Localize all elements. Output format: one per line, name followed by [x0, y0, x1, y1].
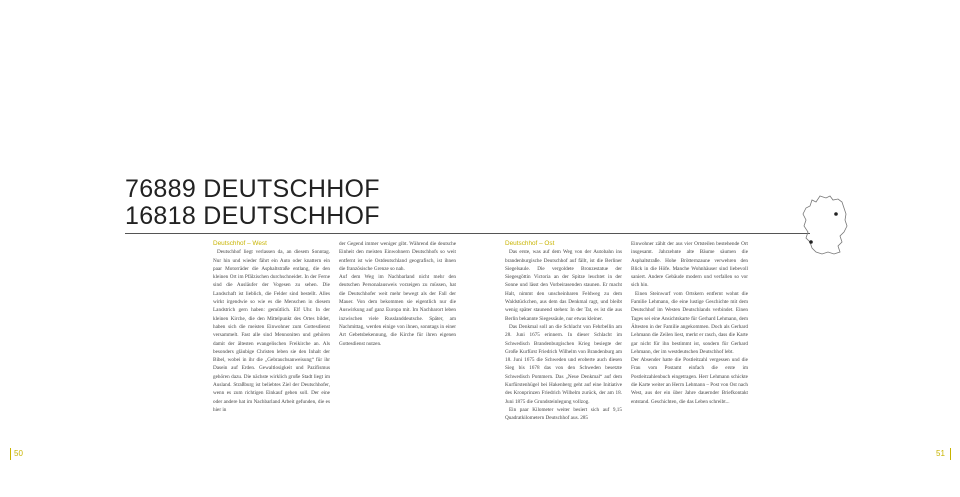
page-number-bar-right — [950, 448, 951, 460]
paragraph: Einwohner zählt der aus vier Ortsteilen bestehende Ort insgesamt. Jahrzehnte alte Bäume säumen die Asphaltstraße. Hohe Brötternzaune verwehren den Blick in die Höfe. Manche Wohnhäuser sind liebevoll saniert. Andere Gebäude modern und verfallen so vor sich hin. — [631, 241, 748, 289]
paragraph: der Gegend immer weniger gibt. Während die deutsche Einheit den meisten Einwohnern Deutschhofs so weit entfernt ist wie Ostdeutschland geografisch, ist ihnen die französische Grenze so nah. — [339, 241, 456, 272]
germany-locator-map-icon — [800, 194, 850, 256]
paragraph: Deutschhof liegt verlassen da, an diesem Sonntag. Nur hin und wieder fährt ein Auto oder knattern ein paar Motorräder die Asphaltstraße entlang, die den kleinen Ort im Pfälzischen durchschneidet. In der Ferne sind die Ausläufer der Vogesen zu sehen. Die Landschaft ist lieblich, die Felder sind bestellt. Alles wirkt irgendwie so wie es die Menschen in diesem Landstrich gern haben: gemütlich. Elf Uhr. In der kleinen Kirche, die den Mittelpunkt des Ortes bildet, haben sich die meisten Einwohner zum Gottesdienst versammelt. Fast alle sind Mennoniten und gehören damit der ältesten evangelischen Freikirche an. Als besonders gläubige Christen leben sie den Inhalt der Bibel, wobei in ihr die „Gebrauchsanweisung“ für ihr Dasein auf Erden. Gewaltlosigkeit und Pazifismus gehören dazu. Die nächste wirklich große Stadt liegt im Ausland. Straßburg ist beliebtes Ziel der Deutschhofer, wenn es zum richtigen Einkauf gehen soll. Der eine oder andere hat im Nachbarland Arbeit gefunden, die es hier in — [213, 249, 330, 413]
page-number-right: 51 — [936, 449, 945, 458]
germany-outline — [803, 196, 847, 254]
title-line-east: 16818 DEUTSCHHOF — [125, 202, 380, 230]
column-east-2 — [631, 240, 748, 406]
section-heading-west: Deutschhof – West — [213, 240, 267, 247]
column-west-2 — [339, 240, 456, 348]
paragraph: Der Absender hatte die Postleitzahl vergessen und die Frau vom Postamt einfach die erste im Postleitzahlenbuch eingetragen. Herr Lehmann schickte die Karte weiter an Herrn Lehmann – Post von Ost nach West, aus der ein über Jahre dauernder Briefkontakt entstand. Geschichten, die das Leben schreibt... — [631, 357, 748, 405]
page-number-bar-left — [10, 448, 11, 460]
paragraph: Ein paar Kilometer weiter besiert sich auf 9,15 Quadratkilometern Deutschhof aus. 285 — [505, 406, 622, 422]
column-west-1 — [213, 240, 330, 414]
title-divider — [125, 233, 810, 234]
section-heading-east: Deutschhof – Ost — [505, 240, 555, 247]
paragraph: Auf dem Weg im Nachbarland nicht mehr den deutschen Personalausweis vorzeigen zu müssen, hat die Deutschhofer weit mehr bewegt als der Fall der Mauer. Von dem bekommen sie eigentlich nur die Auswirkung auf ganz Europa mit. Im Nachbarort leben inzwischen viele Russlanddeutsche. Später, am Nachmittag, werden einige von ihnen, sonntags in einer Art Gebetsbekennung, die Kirche für ihren eigenen Gottesdienst nutzen. — [339, 274, 456, 347]
deutschhof-ost-marker — [834, 212, 838, 216]
deutschhof-west-marker — [809, 240, 813, 244]
paragraph: Das Denkmal soll an die Schlacht von Fehrbellin am 28. Juni 1675 erinnern. In dieser Schlacht im Schwedisch Brandenburgischen Krieg besiegte der Große Kurfürst Friedrich Wilhelm von Brandenburg am 18. Juni 1675 die Schweden und eroberte auch diesen Sieg bis 1678 das von den Schweden besetzte Schwedisch Pommern. Das „Neue Denkmal“ auf dem Kurfürstenhügel bei Hakenberg geht auf eine Initiative des Kronprinzen Friedrich Wilhelm zurück, der am 18. Juni 1875 die Grundsteinlegung vollzog. — [505, 323, 622, 405]
column-east-1 — [505, 240, 622, 423]
paragraph: Einen Steinwurf vom Ortskern entfernt wohnt die Familie Lehmann, die eine lustige Geschichte mit dem Deutschhof im Westen Deutschlands verbindet. Einen Tages sei eine Ansichtskarte für Gerhard Lehmann, dem Ältesten in der Familie angekommen. Doch als Gerhard Lehmann die Zeilen liest, merkt er rasch, dass die Karte gar nicht für ihn bestimmt ist, sondern für Gerhard Lehmann, der im westdeutschen Deutschhof lebt. — [631, 290, 748, 355]
page-number-left: 50 — [14, 449, 23, 458]
page-title — [125, 176, 380, 230]
title-line-west: 76889 DEUTSCHHOF — [125, 175, 380, 203]
paragraph: Das erste, was auf dem Weg von der Autobahn ins brandenburgische Deutschhof auf fällt, ist die Berliner Siegelsaule. Die vergoldete Bronzestatue der Siegesgöttin Victoria an der Spitze leuchtet in der Sonne und lässt den Vorbeirasenden staunen. Er macht Halt, nimmt den unscheinbaren Feldweg zu dem Waldstückchen, aus dem das Denkmal ragt, und bleibt wenig später staunend stehen: In der Tat, es ist die aus Berlin bekannte Siegessäule, nur etwas kleiner. — [505, 249, 622, 322]
